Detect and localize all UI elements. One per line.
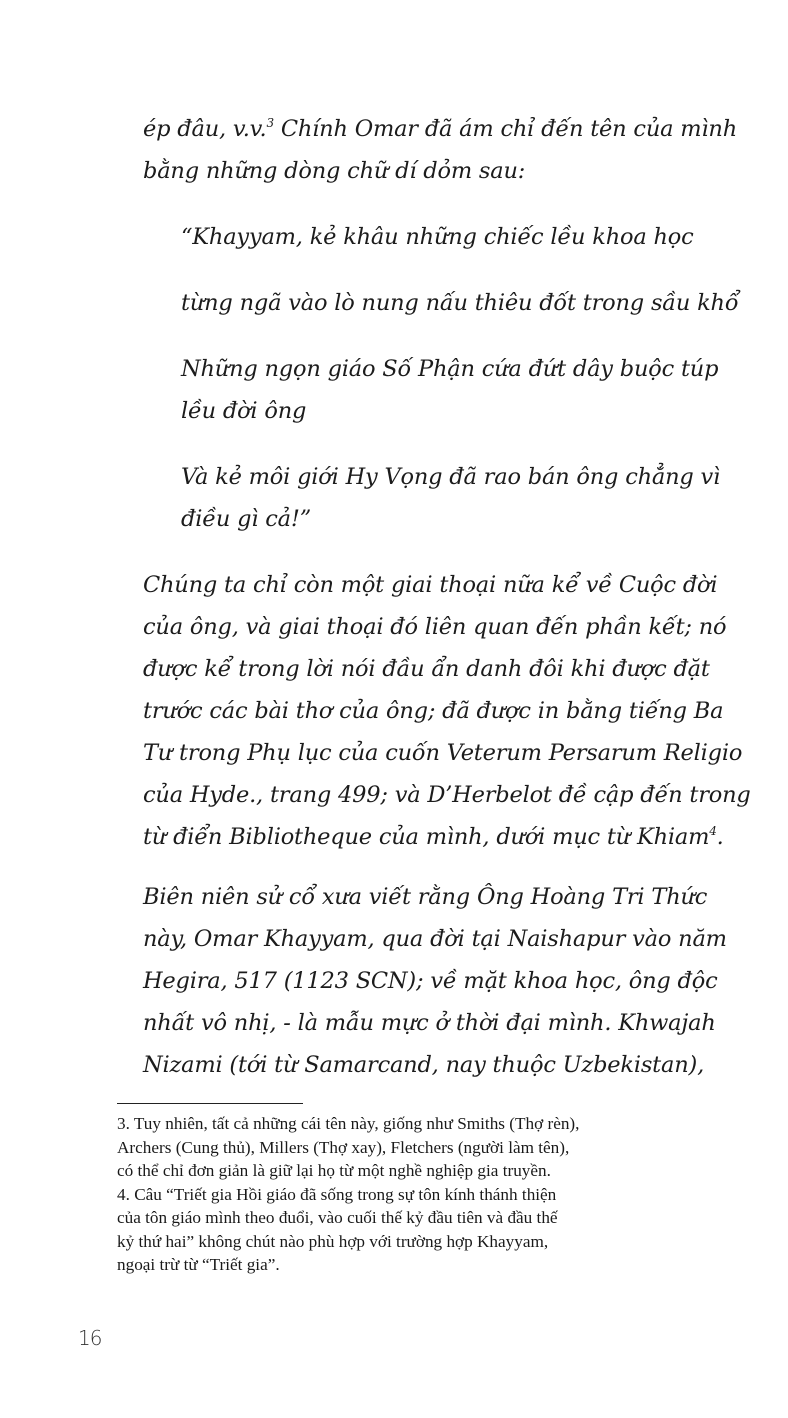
text-line: Biên niên sử cổ xưa viết rằng Ông Hoàng Tri Thức bbox=[143, 884, 708, 910]
text-fragment: ép đâu, v.v. bbox=[143, 116, 267, 142]
footnote-reference-4[interactable]: 4 bbox=[709, 824, 717, 838]
poem-line: Và kẻ môi giới Hy Vọng đã rao bán ông chẳng vì bbox=[181, 464, 721, 490]
footnote-line: 3. Tuy nhiên, tất cả những cái tên này, giống như Smiths (Thợ rèn), bbox=[117, 1114, 580, 1133]
paragraph-chronicle bbox=[143, 876, 727, 1086]
poem-line: “Khayyam, kẻ khâu những chiếc lều khoa học bbox=[181, 224, 694, 250]
footnote-line: của tôn giáo mình theo đuổi, vào cuối thế kỷ đầu tiên và đầu thế bbox=[117, 1208, 558, 1227]
text-line: Tư trong Phụ lục của cuốn Veterum Persarum Religio bbox=[143, 740, 743, 766]
footnote-line: kỷ thứ hai” không chút nào phù hợp với trường hợp Khayyam, bbox=[117, 1231, 549, 1251]
footnote-line: Archers (Cung thủ), Millers (Thợ xay), Fletchers (người làm tên), bbox=[117, 1137, 570, 1157]
poem-line: Những ngọn giáo Số Phận cứa đứt dây buộc túp bbox=[181, 356, 719, 382]
text-line: này, Omar Khayyam, qua đời tại Naishapur vào năm bbox=[143, 926, 727, 952]
text-line: của Hyde., trang 499; và D’Herbelot đề cập đến trong bbox=[143, 782, 751, 808]
footnote-line: 4. Câu “Triết gia Hồi giáo đã sống trong sự tôn kính thánh thiện bbox=[117, 1184, 557, 1204]
footnote-line: có thể chỉ đơn giản là giữ lại họ từ một nghề nghiệp gia truyền. bbox=[117, 1161, 551, 1180]
poem-line: lều đời ông bbox=[181, 398, 307, 424]
text-fragment: Chính Omar đã ám chỉ đến tên của mình bbox=[273, 116, 737, 142]
text-line bbox=[143, 816, 724, 858]
text-fragment: . bbox=[716, 824, 724, 850]
poem-line: điều gì cả!” bbox=[181, 506, 311, 532]
text-line: bằng những dòng chữ dí dỏm sau: bbox=[143, 158, 526, 184]
footnote-line: ngoại trừ từ “Triết gia”. bbox=[117, 1255, 280, 1274]
text-line: của ông, và giai thoại đó liên quan đến phần kết; nó bbox=[143, 614, 727, 640]
poem-line: từng ngã vào lò nung nấu thiêu đốt trong sầu khổ bbox=[181, 290, 739, 316]
text-line: Chúng ta chỉ còn một giai thoại nữa kể về Cuộc đời bbox=[143, 572, 718, 598]
paragraph-anecdote bbox=[143, 564, 751, 858]
footnotes bbox=[117, 1112, 717, 1277]
page-number: 16 bbox=[78, 1326, 102, 1350]
footnote-reference-3[interactable]: 3 bbox=[266, 116, 274, 130]
text-line: Hegira, 517 (1123 SCN); về mặt khoa học, ông độc bbox=[143, 968, 718, 994]
footnote-4 bbox=[117, 1183, 717, 1277]
text-line: nhất vô nhị, - là mẫu mực ở thời đại mình. Khwajah bbox=[143, 1010, 716, 1036]
footnote-3 bbox=[117, 1112, 717, 1183]
text-line: trước các bài thơ của ông; đã được in bằng tiếng Ba bbox=[143, 698, 724, 724]
footnote-divider bbox=[117, 1103, 303, 1104]
intro-paragraph bbox=[143, 108, 737, 192]
text-line: được kể trong lời nói đầu ẩn danh đôi khi được đặt bbox=[143, 656, 710, 682]
main-text bbox=[143, 108, 751, 1086]
text-fragment: từ điển Bibliotheque của mình, dưới mục từ Khiam bbox=[143, 824, 710, 850]
text-line bbox=[143, 108, 737, 150]
text-line: Nizami (tới từ Samarcand, nay thuộc Uzbekistan), bbox=[143, 1052, 705, 1078]
poem-quote bbox=[143, 216, 739, 540]
